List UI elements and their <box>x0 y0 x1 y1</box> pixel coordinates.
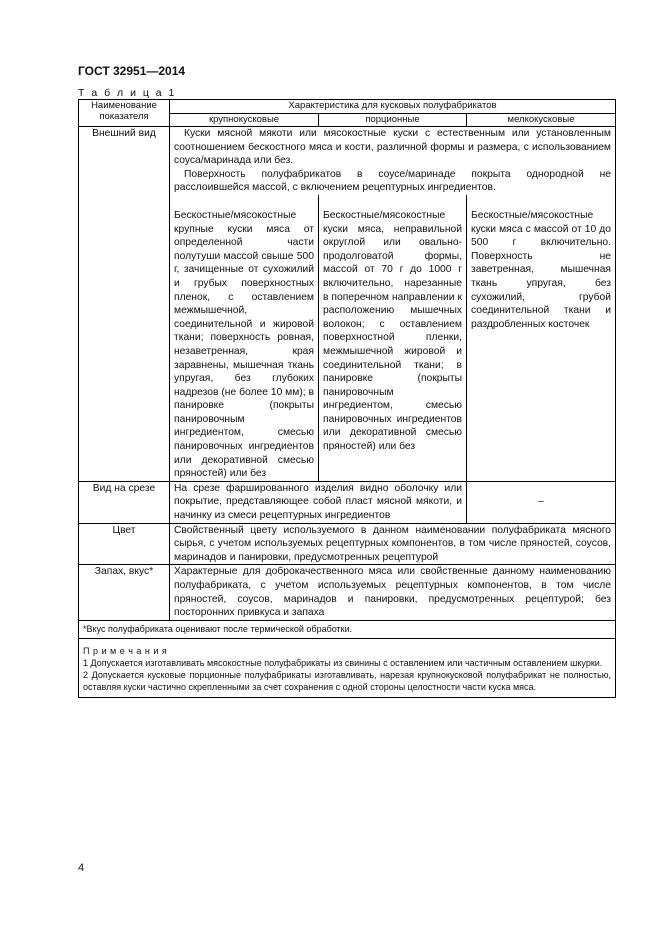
cut-small-cell: – <box>467 481 616 523</box>
table-row-appearance <box>79 127 616 195</box>
table-caption: Т а б л и ц а 1 <box>78 87 177 99</box>
row-label-smell: Запах, вкус* <box>79 565 170 620</box>
row-label-color: Цвет <box>79 523 170 565</box>
table-header-row <box>79 100 616 114</box>
subheader-large: крупнокусковые <box>170 113 319 127</box>
characteristics-table <box>78 99 616 698</box>
color-text-cell: Свойственный цвету используемого в данном наименовании полуфабриката мясного сырья, с учетом используемых рецептурных компонентов, в том числе пряностей, соусов, маринадов и панировки, предусмотренных рецептурой <box>170 523 616 565</box>
appearance-common-text-1: Куски мясной мякоти или мясокостные куски с естественным или установленным соотношением бескостного мяса и кости, различной формы и размера, с использованием соуса/маринада или без. <box>174 128 612 167</box>
smell-text-cell: Характерные для доброкачественного мяса или свойственные данному наименованию полуфабриката, с учетом используемых рецептурных компонентов, в том числе пряностей, соусов, маринадов и панировки, предусмотренных рецептурой; без посторонних привкуса и запаха <box>170 565 616 620</box>
column-header-name: Наименование показателя <box>79 100 170 127</box>
table-row-cut <box>79 481 616 523</box>
row-label-cut: Вид на срезе <box>79 481 170 523</box>
table-row-smell <box>79 565 616 620</box>
table-row-notes <box>79 638 616 697</box>
appearance-common-text-2: Поверхность полуфабрикатов в соусе/маринаде покрыта однородной не расслоившейся массой, с включением рецептурных ингредиентов. <box>174 168 612 194</box>
subheader-small: мелкокусковые <box>467 113 616 127</box>
appearance-common-cell <box>170 127 616 195</box>
footnote-cell: *Вкус полуфабриката оценивают после термической обработки. <box>79 620 616 638</box>
row-label-appearance: Внешний вид <box>79 127 170 482</box>
document-code: ГОСТ 32951—2014 <box>78 64 186 78</box>
notes-cell <box>79 638 616 697</box>
note-1: 1 Допускается изготавливать мясокостные полуфабрикаты из свинины с оставлением или частичным оставлением шкурки. <box>83 657 603 668</box>
appearance-portion-cell: Бескостные/мясокостные куски мяса, неправильной округлой или овально-продолговатой формы, массой от 70 г до 1000 г включительно, нарезанные в поперечном направлении к расположению мышечных волокон; с оставлением поверхностной пленки, межмышечной жировой и соединительной ткани; в панировке (покрыты панировочным ингредиентом, смесью панировочных ингредиентов или декоративной смесью пряностей) или без <box>319 195 467 481</box>
cut-text-cell: На срезе фаршированного изделия видно оболочку или покрытие, представляющее собой пласт мясной мякоти, и начинку из смеси рецептурных ингредиентов <box>170 481 467 523</box>
subheader-portion: порционные <box>319 113 467 127</box>
appearance-small-cell: Бескостные/мясокостные куски мяса с массой от 10 до 500 г включительно. Поверхность не заветренная, мышечная ткань упругая, без сухожилий, грубой соединительной ткани и раздробленных косточек <box>467 195 616 481</box>
note-2: 2 Допускается кусковые порционные полуфабрикаты изготавливать, нарезая крупнокусковой полуфабрикат не полностью, оставляя куски частично скрепленными за счет сохранения с одной стороны целостности части куска мяса. <box>83 669 612 692</box>
table-row-color <box>79 523 616 565</box>
page-number: 4 <box>78 862 85 874</box>
group-header: Характеристика для кусковых полуфабрикатов <box>170 100 616 114</box>
notes-title: П р и м е ч а н и я <box>83 645 168 656</box>
table-row-footnote <box>79 620 616 638</box>
appearance-large-cell: Бескостные/мясокостные крупные куски мяса от определенной части полутуши массой свыше 500 г, зачищенные от сухожилий и грубых поверхностных пленок, с оставлением межмышечной, соединительной и жировой ткани; поверхность ровная, незаветренная, края заравнены, мышечная ткань упругая, без глубоких надрезов (не более 10 мм); в панировке (покрыты панировочным ингредиентом, смесью панировочных ингредиентов или декоративной смесью пряностей) или без <box>170 195 319 481</box>
